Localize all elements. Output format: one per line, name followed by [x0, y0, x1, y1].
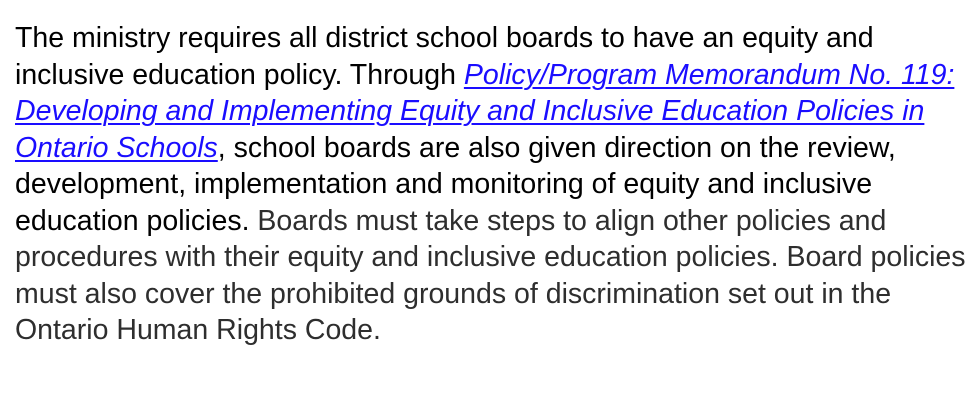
paragraph-intro: The ministry requires all district school boards to have an equity and inclusive education policy. Through — [15, 22, 874, 91]
paragraph-continuation: Boards must take steps to align other policies and procedures with their equity and inclusive education policies. Board policies must also cover the prohibited grounds of discrimination set out in the Ontario Human Rights Code. — [15, 204, 966, 346]
paragraph-after-link: , school boards are also given direction on the review, development, implementation and monitoring of equity and inclusive education policies. — [15, 131, 896, 237]
policy-paragraph — [15, 20, 973, 349]
ppm-119-link[interactable]: Policy/Program Memorandum No. 119: Developing and Implementing Equity and Inclusive Education Policies in Ontario Schools — [15, 58, 955, 164]
policy-text-block — [15, 20, 973, 349]
